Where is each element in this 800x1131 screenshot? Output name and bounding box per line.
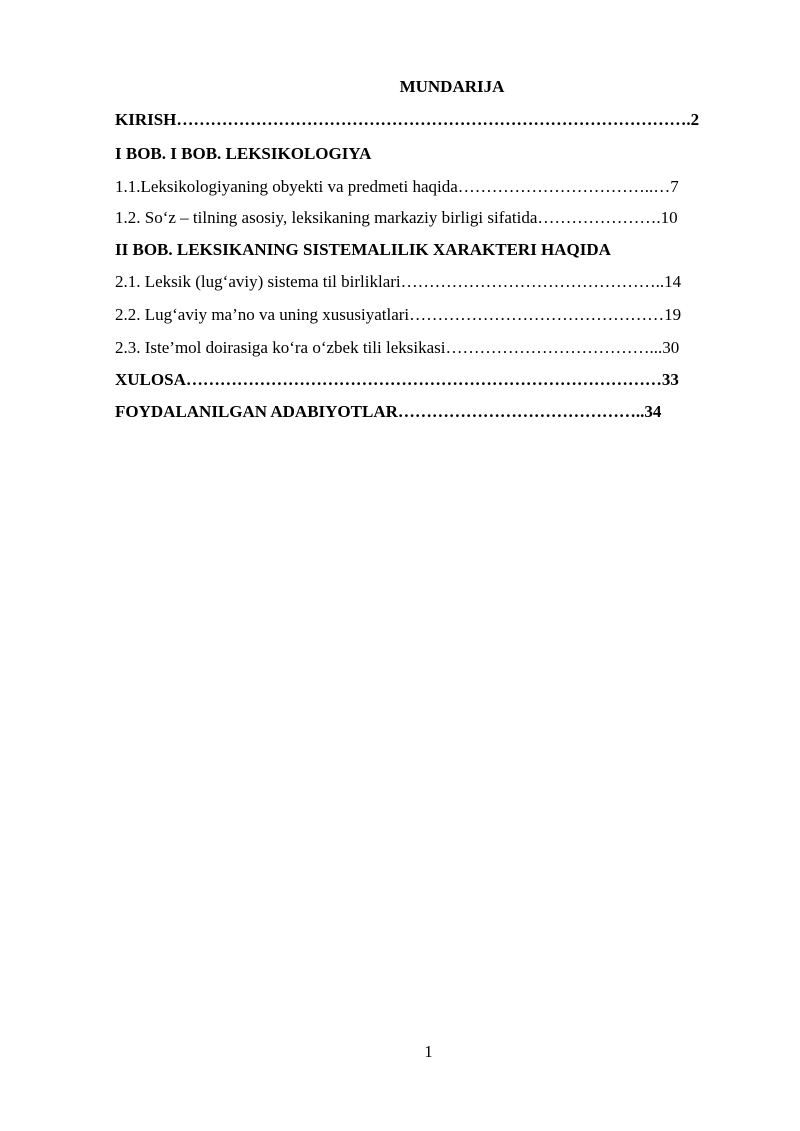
toc-entry-1-1: 1.1.Leksikologiyaning obyekti va predmeti haqida……………………………..…7 bbox=[115, 177, 679, 196]
toc-entry-1-2: 1.2. So‘z – tilning asosiy, leksikaning markaziy birligi sifatida………………….10 bbox=[115, 208, 678, 227]
toc-entry-chapter-2: II BOB. LEKSIKANING SISTEMALILIK XARAKTERI HAQIDA bbox=[115, 240, 611, 259]
page-number: 1 bbox=[424, 1042, 433, 1061]
toc-entry-2-2: 2.2. Lug‘aviy ma’no va uning xususiyatlari………………………………………19 bbox=[115, 305, 682, 324]
toc-title: MUNDARIJA bbox=[399, 77, 505, 96]
toc-entry-xulosa: XULOSA…………………………………………………………………………33 bbox=[115, 370, 679, 389]
toc-entry-kirish: KIRISH……………………………………………………………………………….2 bbox=[115, 110, 700, 129]
toc-entry-2-1: 2.1. Leksik (lug‘aviy) sistema til birliklari………………………………………..14 bbox=[115, 272, 682, 291]
toc-entry-adabiyotlar: FOYDALANILGAN ADABIYOTLAR……………………………………..34 bbox=[115, 402, 662, 421]
toc-entry-2-3: 2.3. Iste’mol doirasiga ko‘ra o‘zbek tili leksikasi………………………………...30 bbox=[115, 338, 680, 357]
toc-entry-chapter-1: I BOB. I BOB. LEKSIKOLOGIYA bbox=[115, 144, 372, 163]
